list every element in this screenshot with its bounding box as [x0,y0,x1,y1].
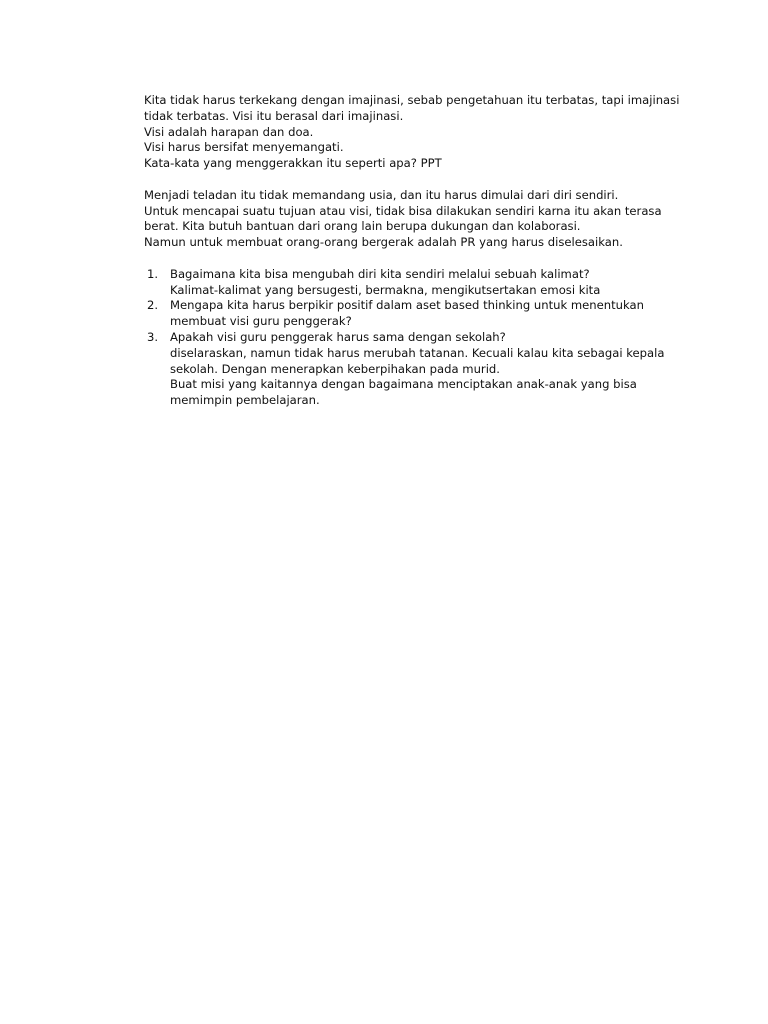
answer-text: diselaraskan, namun tidak harus merubah tatanan. Kecuali kalau kita sebagai kepala [170,345,665,360]
question-list [144,267,664,409]
text-line: Kata-kata yang menggerakkan itu seperti apa? PPT [144,156,442,171]
question-text: Apakah visi guru penggerak harus sama dengan sekolah? [170,329,506,344]
question-text: Bagaimana kita bisa mengubah diri kita sendiri melalui sebuah kalimat? [170,266,590,281]
paragraph-spacer [144,172,664,188]
answer-text: memimpin pembelajaran. [170,393,320,408]
text-line: Untuk mencapai suatu tujuan atau visi, tidak bisa dilakukan sendiri karna itu akan terasa [144,203,662,218]
paragraph-imajinasi [144,93,680,172]
text-line: Visi adalah harapan dan doa. [144,124,314,139]
answer-text: sekolah. Dengan menerapkan keberpihakan pada murid. [170,361,500,376]
text-line: Kita tidak harus terkekang dengan imajinasi, sebab pengetahuan itu terbatas, tapi imajinasi [144,93,680,107]
document-body [144,93,680,409]
list-number: 2. [147,298,159,313]
list-item [144,298,664,330]
answer-text: Kalimat-kalimat yang bersugesti, bermakna, mengikutsertakan emosi kita [170,282,601,297]
question-text: Mengapa kita harus berpikir positif dalam aset based thinking untuk menentukan [170,298,644,313]
text-line: tidak terbatas. Visi itu berasal dari imajinasi. [144,108,404,123]
list-number: 3. [147,329,159,344]
text-line: berat. Kita butuh bantuan dari orang lain berupa dukungan dan kolaborasi. [144,219,581,234]
text-line: Menjadi teladan itu tidak memandang usia, dan itu harus dimulai dari diri sendiri. [144,187,619,202]
paragraph-teladan [144,188,664,251]
list-item [144,330,664,409]
paragraph-spacer [144,251,664,267]
answer-text: Buat misi yang kaitannya dengan bagaimana menciptakan anak-anak yang bisa [170,377,637,392]
text-line: Visi harus bersifat menyemangati. [144,140,344,155]
question-text: membuat visi guru penggerak? [170,314,352,329]
text-line: Namun untuk membuat orang-orang bergerak adalah PR yang harus diselesaikan. [144,235,623,250]
list-item [144,267,664,299]
list-number: 1. [147,266,159,281]
